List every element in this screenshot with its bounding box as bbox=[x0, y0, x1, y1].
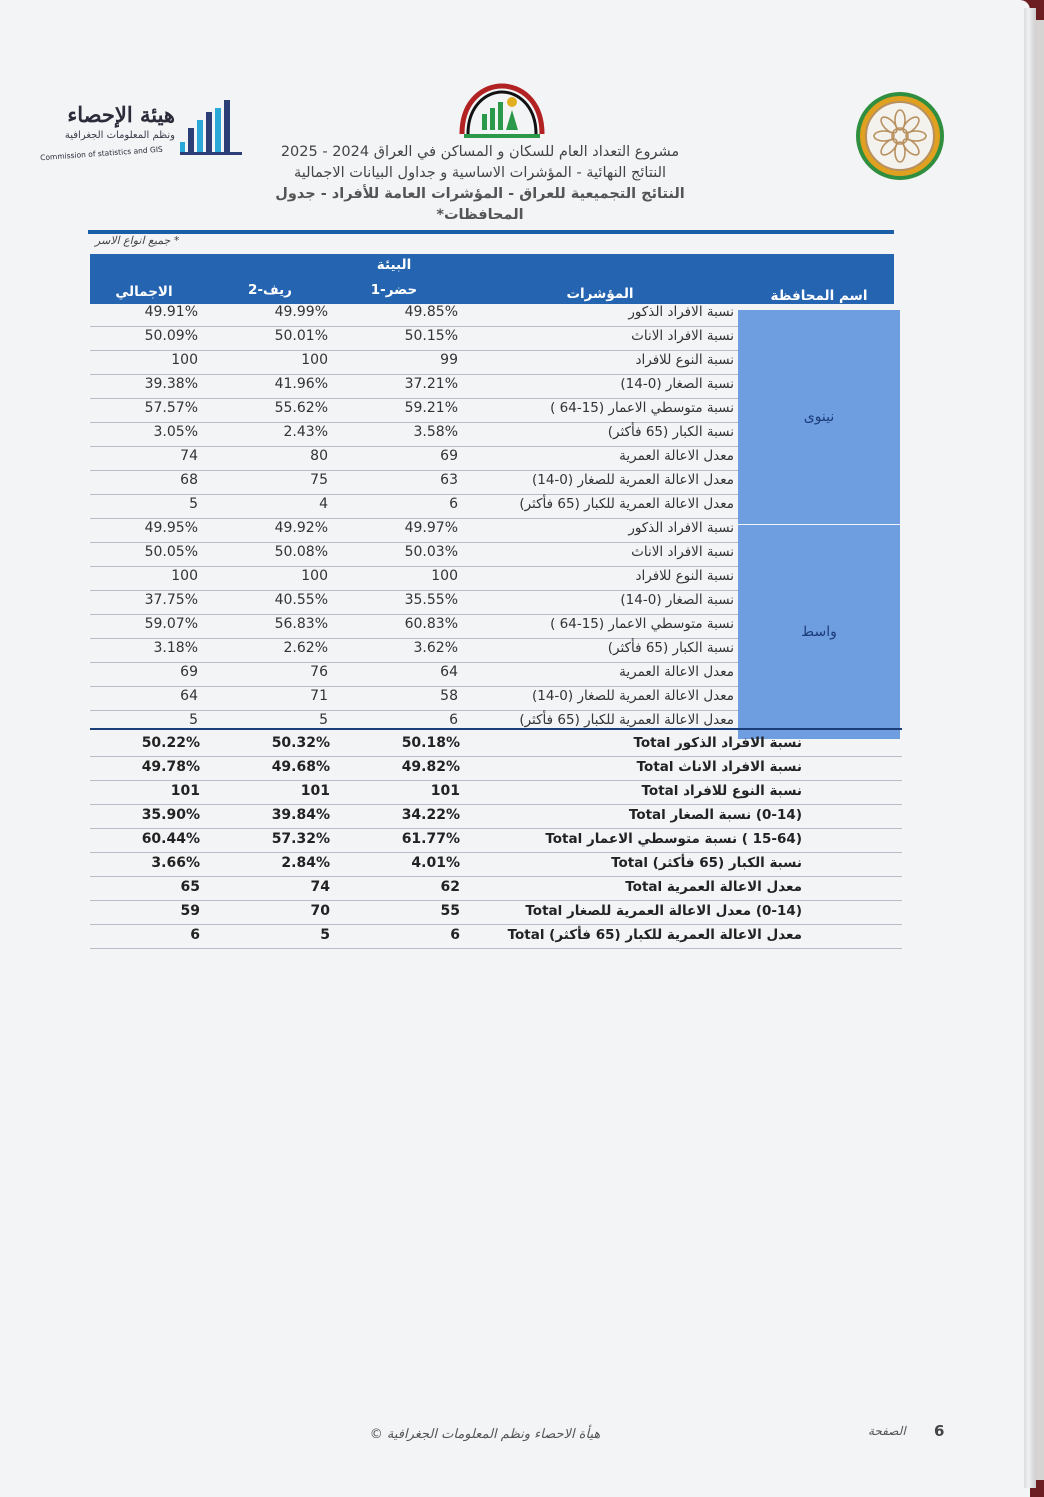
table-row bbox=[90, 614, 738, 639]
table-row bbox=[90, 374, 738, 399]
urban-cell: 4.01% bbox=[411, 855, 460, 871]
total-cell: 60.44% bbox=[141, 831, 200, 847]
table-note: * جميع انواع الاسر bbox=[95, 234, 180, 247]
indicator-cell: نسبة الصغار (0-14) bbox=[620, 592, 734, 608]
table-row bbox=[90, 446, 738, 471]
bar-chart-logo-icon bbox=[180, 98, 246, 156]
total-cell: 50.09% bbox=[144, 328, 198, 344]
table-row bbox=[90, 398, 738, 423]
urban-cell: 50.18% bbox=[401, 735, 460, 751]
footer-copyright: هيأة الاحصاء ونظم المعلومات الجغرافية © bbox=[369, 1427, 601, 1442]
total-row bbox=[90, 924, 902, 949]
total-cell: 100 bbox=[171, 568, 198, 584]
indicator-cell: نسبة الافراد الاناث Total bbox=[636, 759, 802, 775]
total-cell: 3.66% bbox=[151, 855, 200, 871]
table-row bbox=[90, 566, 738, 591]
total-row bbox=[90, 900, 902, 925]
urban-cell: 60.83% bbox=[404, 616, 458, 632]
commission-logo bbox=[40, 92, 250, 172]
rural-cell: 71 bbox=[310, 688, 328, 704]
table-row bbox=[90, 518, 738, 543]
indicator-cell: نسبة الافراد الذكور Total bbox=[633, 735, 802, 751]
rural-cell: 50.01% bbox=[274, 328, 328, 344]
urban-cell: 100 bbox=[431, 568, 458, 584]
table-row bbox=[90, 638, 738, 663]
heading-table-title: النتائج التجميعية للعراق - المؤشرات العامة للأفراد - جدول المحافظات* bbox=[275, 186, 685, 223]
urban-cell: 61.77% bbox=[401, 831, 460, 847]
total-cell: 59 bbox=[180, 903, 200, 919]
urban-cell: 69 bbox=[440, 448, 458, 464]
total-cell: 50.22% bbox=[141, 735, 200, 751]
binder-edge bbox=[1034, 20, 1044, 1480]
census-logo-icon bbox=[454, 80, 550, 144]
indicator-cell: نسبة النوع للافراد bbox=[635, 568, 734, 584]
header-urban: حضر-1 bbox=[370, 282, 418, 298]
indicator-cell: نسبة الكبار (65 فأكثر) bbox=[607, 640, 734, 656]
urban-cell: 3.58% bbox=[413, 424, 458, 440]
indicator-cell: نسبة النوع للافراد Total bbox=[641, 783, 802, 799]
total-cell: 57.57% bbox=[144, 400, 198, 416]
emblem-logo-icon bbox=[846, 90, 954, 182]
rural-cell: 39.84% bbox=[271, 807, 330, 823]
province-cell-wasit bbox=[738, 525, 900, 739]
urban-cell: 6 bbox=[450, 927, 460, 943]
indicator-cell: معدل الاعالة العمرية للكبار (65 فأكثر) Total bbox=[507, 927, 802, 943]
province-name: نينوى bbox=[803, 409, 835, 425]
urban-cell: 50.03% bbox=[404, 544, 458, 560]
urban-cell: 3.62% bbox=[413, 640, 458, 656]
header-divider bbox=[88, 230, 894, 234]
indicator-cell: نسبة متوسطي الاعمار (15-64 ) bbox=[550, 616, 734, 632]
total-cell: 35.90% bbox=[141, 807, 200, 823]
total-cell: 6 bbox=[190, 927, 200, 943]
table-row bbox=[90, 302, 738, 327]
page-number: 6 bbox=[934, 1422, 945, 1440]
urban-cell: 58 bbox=[440, 688, 458, 704]
header-indicators: المؤشرات bbox=[566, 286, 634, 302]
indicator-cell: معدل الاعالة العمرية Total bbox=[625, 879, 802, 895]
indicator-cell: نسبة الصغار (0-14) bbox=[620, 376, 734, 392]
rural-cell: 2.43% bbox=[283, 424, 328, 440]
table-row bbox=[90, 422, 738, 447]
indicator-cell: معدل الاعالة العمرية bbox=[619, 448, 734, 464]
total-row bbox=[90, 876, 902, 901]
totals-divider bbox=[90, 728, 902, 730]
total-cell: 64 bbox=[180, 688, 198, 704]
total-cell: 37.75% bbox=[144, 592, 198, 608]
total-cell: 5 bbox=[189, 712, 198, 728]
rural-cell: 100 bbox=[301, 352, 328, 368]
indicator-cell: معدل الاعالة العمرية للكبار (65 فأكثر) bbox=[519, 712, 734, 728]
table-row bbox=[90, 350, 738, 375]
indicator-cell: معدل الاعالة العمرية bbox=[619, 664, 734, 680]
commission-subname-ar: ونظم المعلومات الجغرافية bbox=[64, 130, 175, 141]
urban-cell: 99 bbox=[440, 352, 458, 368]
urban-cell: 49.97% bbox=[404, 520, 458, 536]
total-cell: 100 bbox=[171, 352, 198, 368]
total-cell: 49.78% bbox=[141, 759, 200, 775]
indicator-cell: نسبة الافراد الاناث bbox=[631, 544, 734, 560]
rural-cell: 49.99% bbox=[274, 304, 328, 320]
header-province: اسم المحافظة bbox=[770, 288, 868, 304]
heading-project: مشروع التعداد العام للسكان و المساكن في العراق 2024 - 2025 bbox=[280, 144, 680, 160]
rural-cell: 49.92% bbox=[274, 520, 328, 536]
total-row bbox=[90, 804, 902, 829]
commission-name-en: Commission of statistics and GIS bbox=[39, 144, 164, 163]
urban-cell: 55 bbox=[440, 903, 460, 919]
heading-results: النتائج النهائية - المؤشرات الاساسية و جداول البيانات الاجمالية bbox=[293, 165, 667, 181]
urban-cell: 49.85% bbox=[404, 304, 458, 320]
indicator-cell: نسبة متوسطي الاعمار (15-64 ) bbox=[550, 400, 734, 416]
indicator-cell: نسبة الكبار (65 فأكثر) Total bbox=[611, 855, 802, 871]
table-row bbox=[90, 710, 738, 734]
indicator-cell: نسبة النوع للافراد bbox=[635, 352, 734, 368]
urban-cell: 62 bbox=[440, 879, 460, 895]
rural-cell: 55.62% bbox=[274, 400, 328, 416]
rural-cell: 49.68% bbox=[271, 759, 330, 775]
table-row bbox=[90, 662, 738, 687]
urban-cell: 6 bbox=[449, 712, 458, 728]
rural-cell: 40.55% bbox=[274, 592, 328, 608]
rural-cell: 75 bbox=[310, 472, 328, 488]
total-cell: 101 bbox=[170, 783, 200, 799]
urban-cell: 49.82% bbox=[401, 759, 460, 775]
rural-cell: 41.96% bbox=[274, 376, 328, 392]
rural-cell: 100 bbox=[301, 568, 328, 584]
header-rural: ريف-2 bbox=[248, 282, 292, 298]
total-cell: 50.05% bbox=[144, 544, 198, 560]
document-headings bbox=[240, 142, 720, 226]
urban-cell: 35.55% bbox=[404, 592, 458, 608]
table-row bbox=[90, 326, 738, 351]
rural-cell: 101 bbox=[300, 783, 330, 799]
total-cell: 49.95% bbox=[144, 520, 198, 536]
total-cell: 3.18% bbox=[153, 640, 198, 656]
rural-cell: 56.83% bbox=[274, 616, 328, 632]
table-row bbox=[90, 470, 738, 495]
province-name: واسط bbox=[801, 624, 837, 640]
indicator-cell: معدل الاعالة العمرية للصغار (0-14) bbox=[531, 688, 734, 704]
total-cell: 69 bbox=[180, 664, 198, 680]
total-cell: 74 bbox=[180, 448, 198, 464]
urban-cell: 50.15% bbox=[404, 328, 458, 344]
indicator-cell: (0-14) نسبة الصغار Total bbox=[628, 807, 802, 823]
urban-cell: 101 bbox=[430, 783, 460, 799]
rural-cell: 5 bbox=[319, 712, 328, 728]
header-total: الاجمالي bbox=[115, 284, 173, 300]
total-row bbox=[90, 756, 902, 781]
table-row bbox=[90, 686, 738, 711]
urban-cell: 6 bbox=[449, 496, 458, 512]
indicator-cell: (0-14) معدل الاعالة العمرية للصغار Total bbox=[525, 903, 802, 919]
total-cell: 39.38% bbox=[144, 376, 198, 392]
table-row bbox=[90, 542, 738, 567]
indicator-cell: نسبة الافراد الذكور bbox=[628, 520, 734, 536]
rural-cell: 50.32% bbox=[271, 735, 330, 751]
urban-cell: 63 bbox=[440, 472, 458, 488]
indicator-cell: نسبة الافراد الاناث bbox=[631, 328, 734, 344]
page-label: الصفحة bbox=[868, 1424, 906, 1438]
urban-cell: 34.22% bbox=[401, 807, 460, 823]
table-row bbox=[90, 494, 738, 519]
rural-cell: 80 bbox=[310, 448, 328, 464]
rural-cell: 2.84% bbox=[281, 855, 330, 871]
indicator-cell: معدل الاعالة العمرية للكبار (65 فأكثر) bbox=[519, 496, 734, 512]
total-cell: 65 bbox=[180, 879, 200, 895]
rural-cell: 74 bbox=[310, 879, 330, 895]
indicator-cell: نسبة الكبار (65 فأكثر) bbox=[607, 424, 734, 440]
total-cell: 49.91% bbox=[144, 304, 198, 320]
total-row bbox=[90, 828, 902, 853]
indicator-cell: (15-64 ) نسبة متوسطي الاعمار Total bbox=[545, 831, 802, 847]
rural-cell: 4 bbox=[319, 496, 328, 512]
total-cell: 3.05% bbox=[153, 424, 198, 440]
rural-cell: 2.62% bbox=[283, 640, 328, 656]
total-row bbox=[90, 852, 902, 877]
total-cell: 68 bbox=[180, 472, 198, 488]
rural-cell: 76 bbox=[310, 664, 328, 680]
table-row bbox=[90, 590, 738, 615]
rural-cell: 5 bbox=[320, 927, 330, 943]
rural-cell: 50.08% bbox=[274, 544, 328, 560]
indicator-cell: نسبة الافراد الذكور bbox=[628, 304, 734, 320]
total-row bbox=[90, 780, 902, 805]
urban-cell: 59.21% bbox=[404, 400, 458, 416]
total-row bbox=[90, 732, 902, 757]
commission-name-ar: هيئة الإحصاء bbox=[67, 102, 175, 127]
table-header bbox=[90, 254, 894, 304]
rural-cell: 70 bbox=[310, 903, 330, 919]
province-cell-ninawa bbox=[738, 310, 900, 524]
urban-cell: 37.21% bbox=[404, 376, 458, 392]
total-cell: 5 bbox=[189, 496, 198, 512]
header-environment: البيئة bbox=[376, 257, 412, 273]
rural-cell: 57.32% bbox=[271, 831, 330, 847]
indicator-cell: معدل الاعالة العمرية للصغار (0-14) bbox=[531, 472, 734, 488]
urban-cell: 64 bbox=[440, 664, 458, 680]
total-cell: 59.07% bbox=[144, 616, 198, 632]
